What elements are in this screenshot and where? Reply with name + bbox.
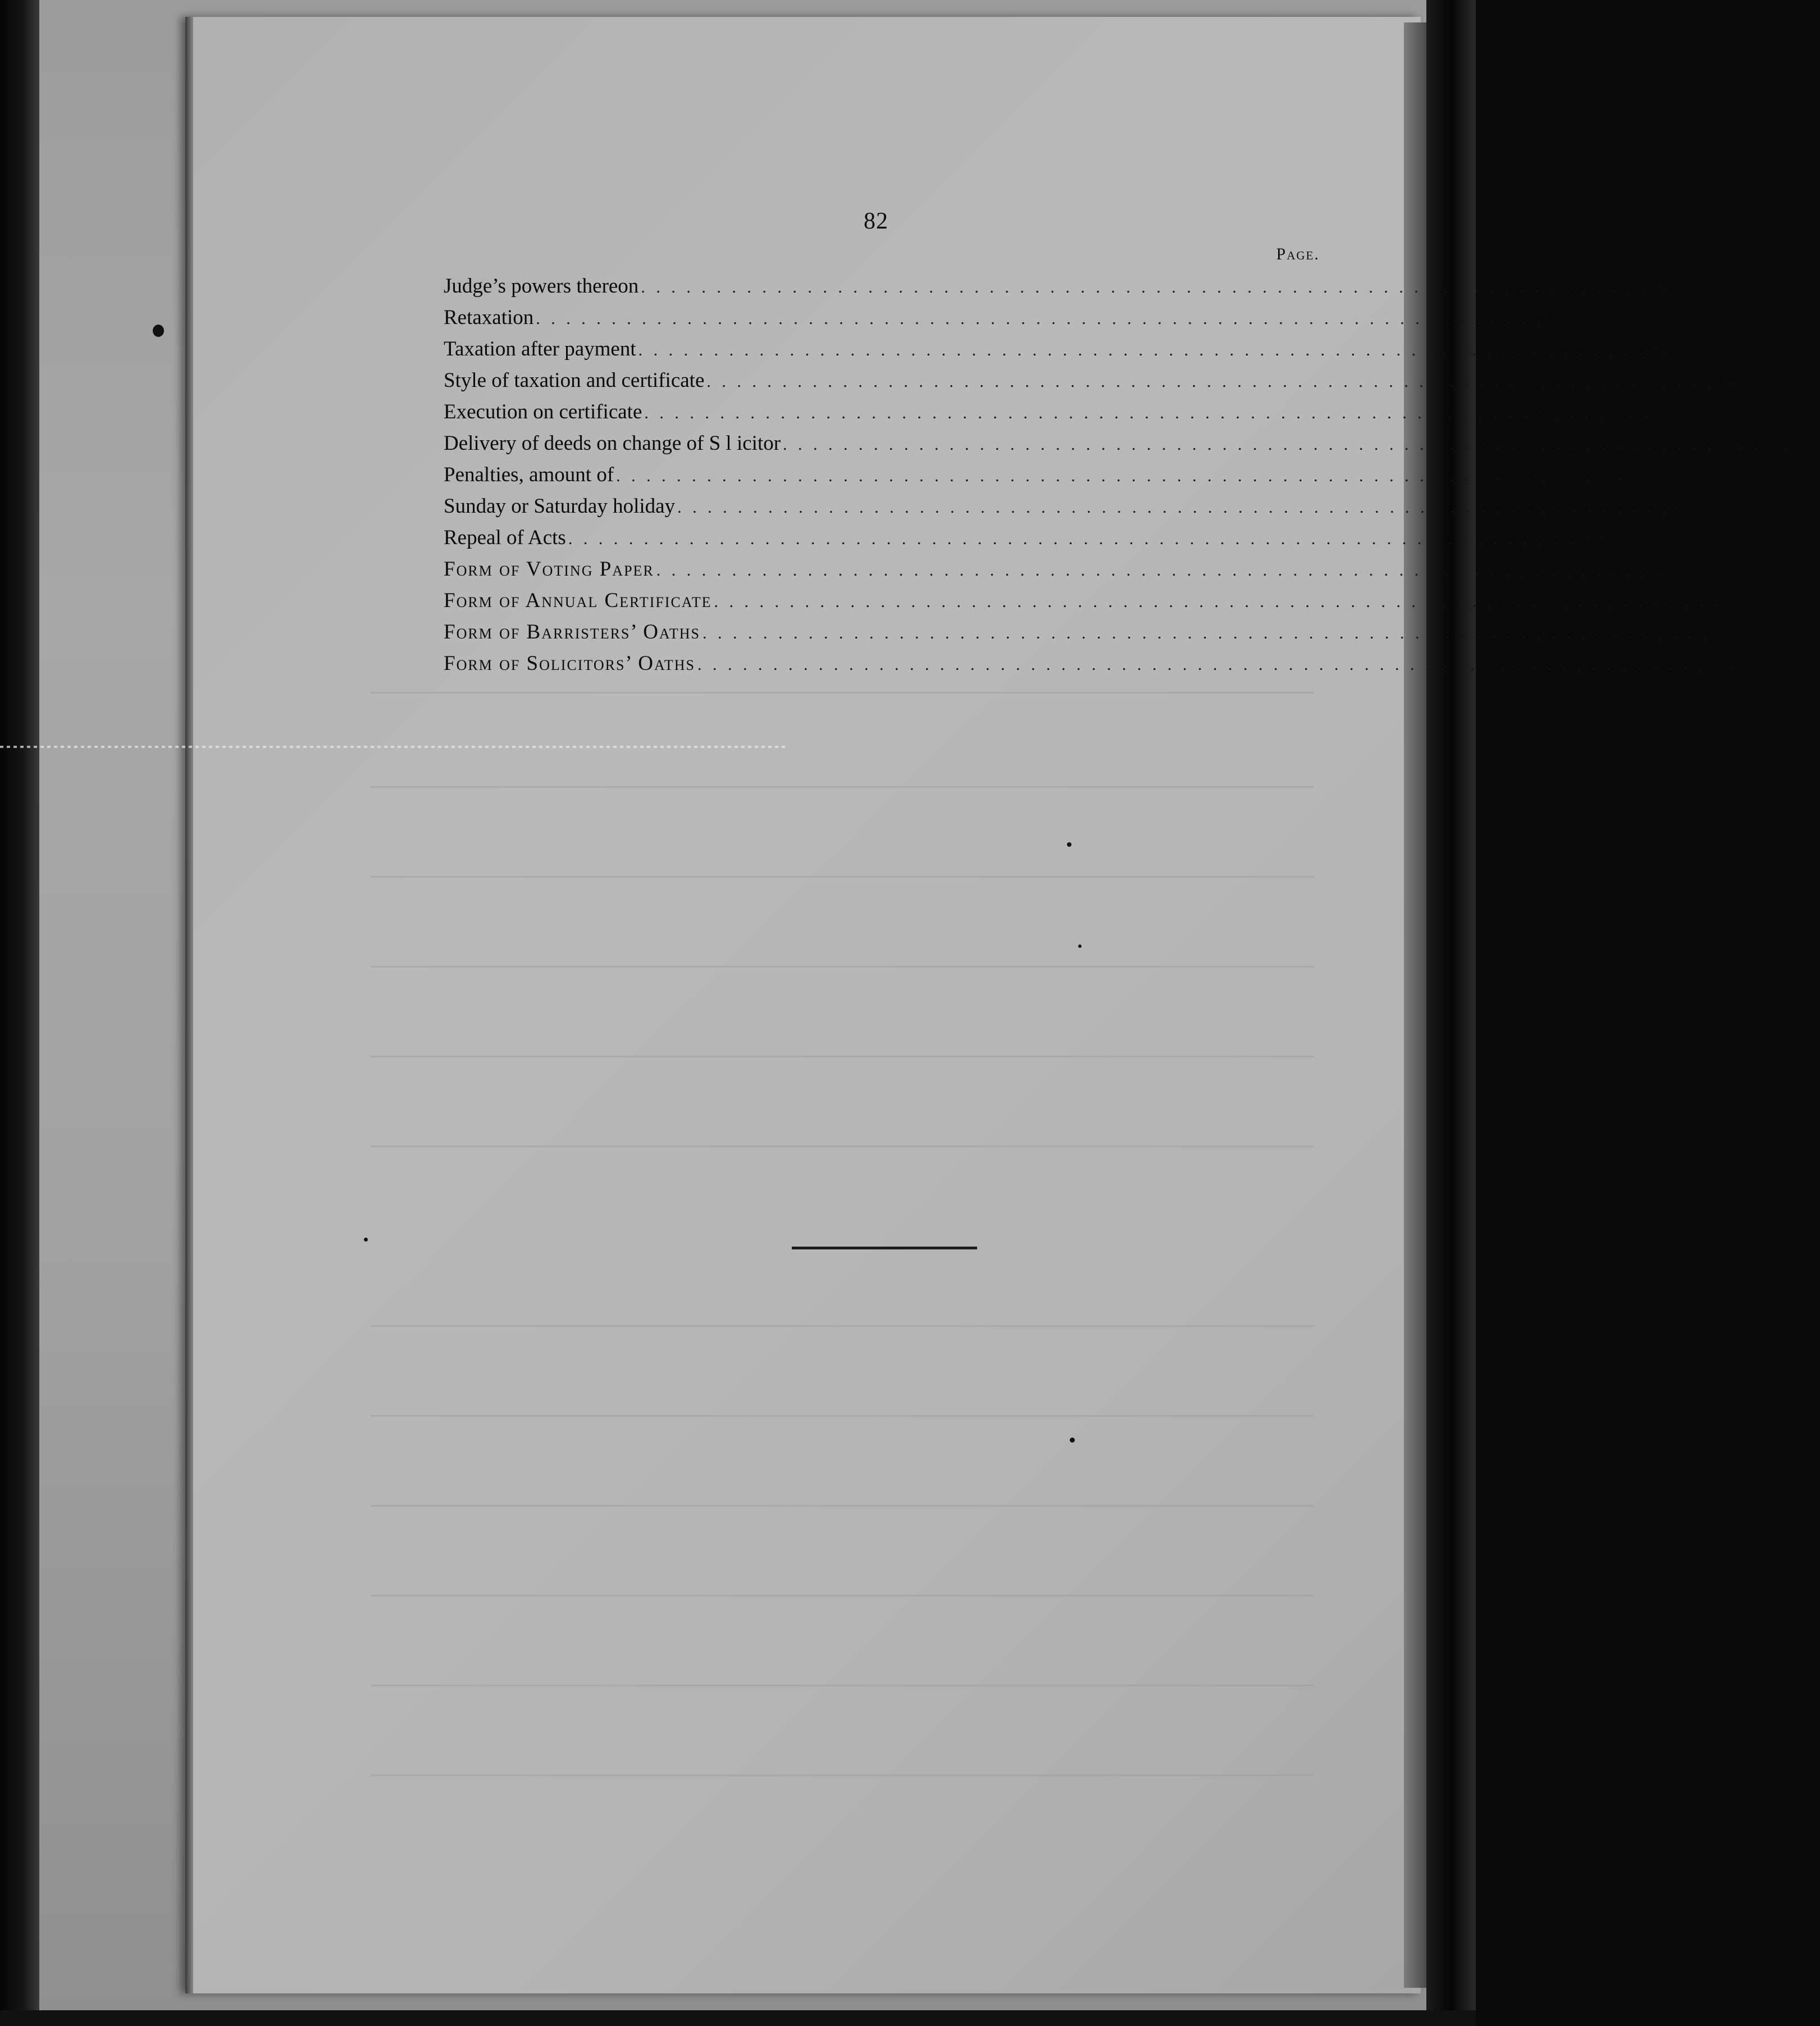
toc-dot-leader: . . . . . . . . . . . . . . . . . . . . . . . . . . . . . . . . . . . . . . . . . . . . . . . . . . . . . . . . . . . . . . . . . . . — [714, 592, 1722, 611]
toc-entry — [444, 274, 1678, 305]
toc-entry-page: 69 — [1632, 463, 1653, 486]
toc-entry — [444, 620, 1740, 651]
toc-entry-title: Form of Annual Certificate — [444, 589, 712, 612]
table-of-contents — [444, 274, 1820, 683]
toc-entry — [444, 337, 1676, 368]
toc-dot-leader: . . . . . . . . . . . . . . . . . . . . . . . . . . . . . . . . . . . . . . . . . . . . . . . . . . . . . . . . . . . . . . . . . . . — [677, 498, 1686, 517]
dust-speck — [364, 1238, 368, 1242]
toc-entry — [444, 494, 1714, 526]
toc-entry-title: Sunday or Saturday holiday — [444, 495, 676, 518]
toc-dot-leader: . . . . . . . . . . . . . . . . . . . . . . . . . . . . . . . . . . . . . . . . . . . . . . . . . . . . . . . . . . . . . . . . . . . — [656, 561, 1665, 579]
toc-dot-leader: . . . . . . . . . . . . . . . . . . . . . . . . . . . . . . . . . . . . . . . . . . . . . . . . . . . . . . . . . . . . . . . . . . . — [638, 341, 1647, 359]
toc-entry-page: 71 — [1730, 589, 1751, 612]
toc-entry-title: Execution on certificate — [444, 400, 642, 423]
bleed-through-line — [371, 1774, 1314, 1776]
toc-dot-leader: . . . . . . . . . . . . . . . . . . . . . . . . . . . . . . . . . . . . . . . . . . . . . . . . . . . . . . . . . . . . . . . . . . . — [702, 624, 1711, 642]
toc-entry-title: Judge’s powers thereon — [444, 275, 639, 298]
page-number: 82 — [864, 208, 888, 234]
toc-entry — [444, 526, 1605, 557]
toc-entry — [444, 368, 1744, 400]
bleed-through-line — [371, 1056, 1314, 1057]
toc-dot-leader: . . . . . . . . . . . . . . . . . . . . . . . . . . . . . . . . . . . . . . . . . . . . . . . . . . . . . . . . . . . . . . . . . . . — [644, 404, 1653, 422]
toc-entry-page: 69 — [1660, 400, 1681, 423]
bleed-through-line — [371, 1325, 1314, 1327]
toc-dot-leader: . . . . . . . . . . . . . . . . . . . . . . . . . . . . . . . . . . . . . . . . . . . . . . . . . . . . . . . . . . . . . . . . . . . — [568, 530, 1577, 548]
toc-entry-page: 69 — [1799, 432, 1820, 455]
bleed-through-line — [371, 1505, 1314, 1507]
toc-entry-title: Form of Voting Paper — [444, 558, 654, 581]
toc-entry — [444, 588, 1751, 620]
toc-dot-leader: . . . . . . . . . . . . . . . . . . . . . . . . . . . . . . . . . . . . . . . . . . . . . . . . . . . . . . . . . . . . . . . . . . . — [641, 278, 1649, 296]
bleed-through-line — [371, 692, 1314, 693]
bleed-through-line — [371, 1146, 1314, 1147]
fold-line — [185, 17, 193, 1993]
toc-dot-leader: . . . . . . . . . . . . . . . . . . . . . . . . . . . . . . . . . . . . . . . . . . . . . . . . . . . . . . . . . . . . . . . . . . . — [697, 655, 1706, 674]
toc-entry-page: 72 — [1718, 620, 1740, 644]
dust-speck — [1070, 1438, 1075, 1443]
film-edge-left — [0, 0, 39, 2026]
dust-speck — [153, 325, 164, 337]
toc-entry-title: Style of taxation and certificate — [444, 369, 705, 392]
right-film-edge — [1426, 0, 1476, 2026]
dust-speck — [1067, 842, 1071, 847]
toc-entry — [444, 400, 1681, 431]
toc-dot-leader: . . . . . . . . . . . . . . . . . . . . . . . . . . . . . . . . . . . . . . . . . . . . . . . . . . . . . . . . . . . . . . . . . . . — [616, 467, 1625, 485]
perforation-line — [0, 746, 786, 748]
bleed-through-line — [371, 966, 1314, 968]
page-column-heading: Page. — [1276, 245, 1320, 263]
toc-entry-page: 68 — [1657, 275, 1678, 298]
toc-entry — [444, 463, 1653, 494]
toc-entry-title: Taxation after payment — [444, 337, 636, 361]
dust-speck — [1078, 944, 1082, 948]
toc-entry-page: 69 — [1584, 526, 1605, 549]
toc-entry-page: 71 — [1672, 558, 1694, 581]
toc-entry — [444, 431, 1820, 463]
toc-entry-title: Delivery of deeds on change of S l icitor — [444, 432, 781, 455]
bleed-through-line — [371, 786, 1314, 788]
toc-dot-leader: . . . . . . . . . . . . . . . . . . . . . . . . . . . . . . . . . . . . . . . . . . . . . . . . . . . . . . . . . . . . . . . . . . . — [783, 435, 1791, 454]
bleed-through-line — [371, 1685, 1314, 1686]
toc-entry-page: 68 — [1722, 369, 1744, 392]
toc-dot-leader: . . . . . . . . . . . . . . . . . . . . . . . . . . . . . . . . . . . . . . . . . . . . . . . . . . . . . . . . . . . . . . . . . . . — [536, 309, 1544, 328]
toc-entry-title: Penalties, amount of — [444, 463, 614, 486]
bottom-film-edge — [0, 2010, 1476, 2026]
toc-entry-title: Retaxation — [444, 306, 534, 329]
toc-entry-page: 69 — [1693, 495, 1714, 518]
toc-entry-title: Form of Solicitors’ Oaths — [444, 652, 695, 675]
bleed-through-line — [371, 1415, 1314, 1417]
toc-entry-title: Repeal of Acts — [444, 526, 566, 549]
toc-entry-title: Form of Barristers’ Oaths — [444, 620, 700, 644]
section-rule — [792, 1247, 977, 1249]
toc-entry — [444, 651, 1735, 683]
toc-entry-page: 73 — [1713, 652, 1735, 675]
toc-entry-page: 68 — [1552, 306, 1573, 329]
toc-dot-leader: . . . . . . . . . . . . . . . . . . . . . . . . . . . . . . . . . . . . . . . . . . . . . . . . . . . . . . . . . . . . . . . . . . . — [706, 372, 1715, 391]
bleed-through-line — [371, 876, 1314, 878]
toc-entry — [444, 557, 1694, 588]
toc-entry — [444, 305, 1573, 337]
toc-entry-page: 68 — [1654, 337, 1676, 361]
bleed-through-line — [371, 1595, 1314, 1596]
